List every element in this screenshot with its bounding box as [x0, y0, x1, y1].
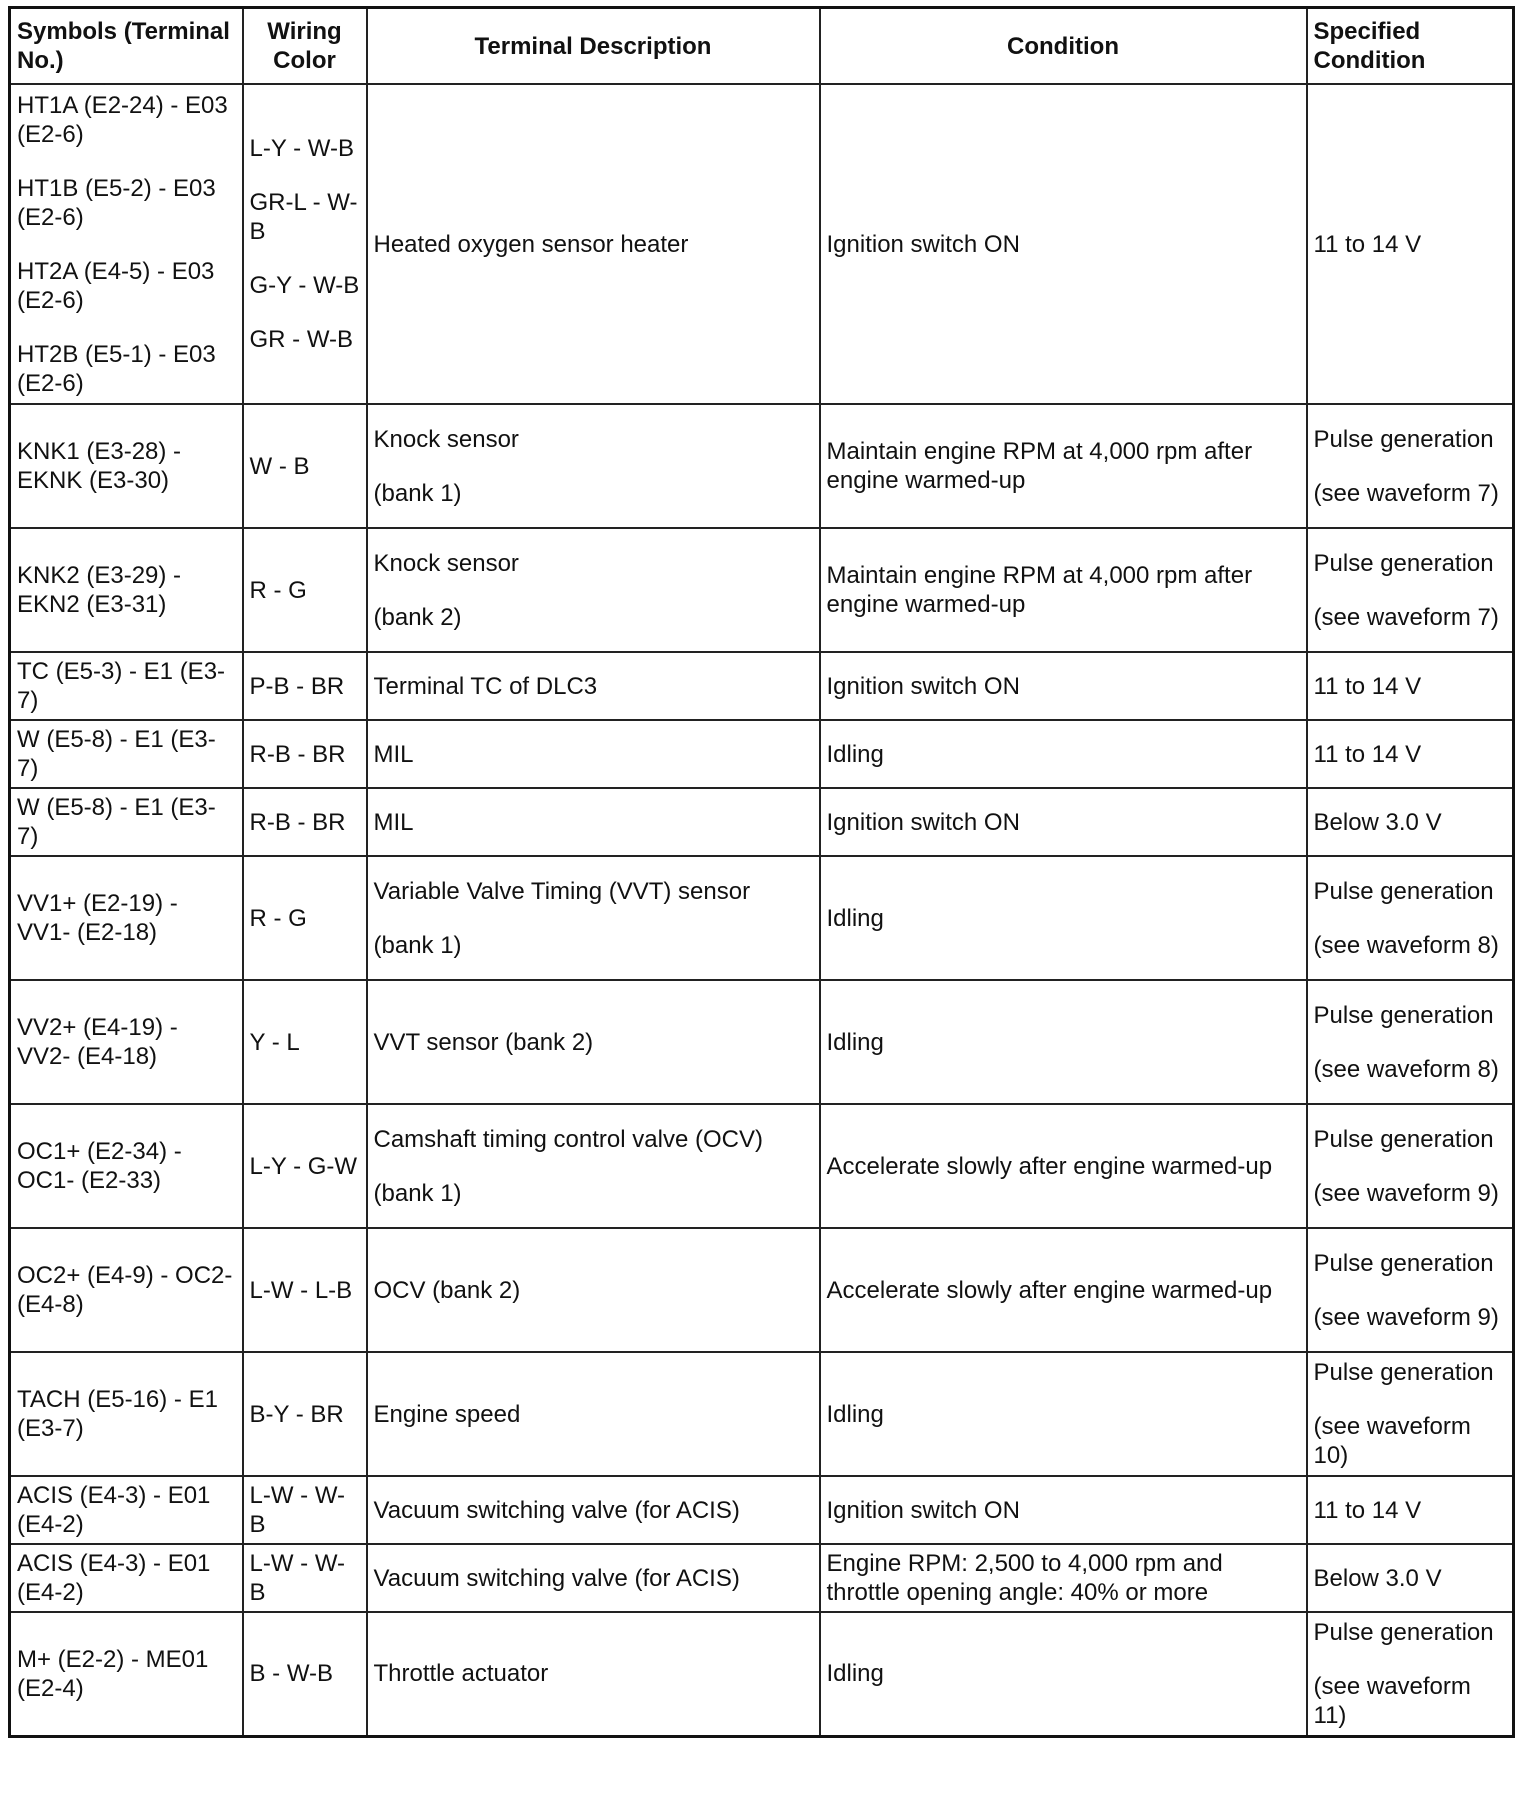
wiring-cell	[243, 1612, 367, 1736]
specified-text: Pulse generation	[1313, 549, 1494, 577]
description-cell	[367, 1228, 820, 1352]
condition-cell	[820, 980, 1307, 1104]
description-text: Throttle actuator	[373, 1660, 549, 1688]
symbol-cell	[10, 1228, 243, 1352]
symbol-cell	[10, 528, 243, 652]
condition-cell	[820, 1612, 1307, 1736]
description-text: (bank 1)	[373, 479, 462, 507]
wiring-cell	[243, 1476, 367, 1544]
description-cell	[367, 788, 820, 856]
specified-cell	[1307, 1104, 1514, 1228]
table-row	[10, 404, 1514, 528]
description-text: Engine speed	[373, 1400, 521, 1428]
symbol-text: VV1+ (E2-19) - VV1- (E2-18)	[17, 890, 178, 946]
wiring-text: B - W-B	[249, 1660, 334, 1688]
wiring-cell	[243, 404, 367, 528]
wiring-cell	[243, 1352, 367, 1476]
symbol-cell	[10, 1612, 243, 1736]
condition-text: Ignition switch ON	[826, 672, 1020, 700]
wiring-entry: L-Y - W-B	[249, 135, 354, 162]
specified-cell	[1307, 720, 1514, 788]
description-text: Vacuum switching valve (for ACIS)	[373, 1496, 740, 1524]
description-text: Knock sensor	[373, 425, 519, 453]
wiring-cell	[243, 84, 367, 404]
condition-cell: Ignition switch ON	[820, 84, 1307, 404]
symbol-entry: HT2A (E4-5) - E03 (E2-6)	[17, 257, 215, 314]
table-row	[10, 788, 1514, 856]
symbol-cell	[10, 404, 243, 528]
wiring-cell	[243, 1228, 367, 1352]
description-text: OCV (bank 2)	[373, 1276, 521, 1304]
condition-text: Engine RPM: 2,500 to 4,000 rpm and throttle opening angle: 40% or more	[826, 1550, 1223, 1606]
description-cell	[367, 528, 820, 652]
specified-text: Pulse generation	[1313, 1249, 1494, 1277]
specified-text: Below 3.0 V	[1313, 808, 1442, 836]
table-row	[10, 1352, 1514, 1476]
wiring-text: R-B - BR	[249, 740, 346, 768]
condition-text: Ignition switch ON	[826, 1496, 1020, 1524]
description-cell	[367, 652, 820, 720]
condition-cell	[820, 788, 1307, 856]
symbol-text: M+ (E2-2) - ME01 (E2-4)	[17, 1645, 209, 1702]
condition-cell	[820, 404, 1307, 528]
specified-cell	[1307, 980, 1514, 1104]
specified-cell	[1307, 1352, 1514, 1476]
description-cell	[367, 404, 820, 528]
specified-text: Pulse generation	[1313, 1618, 1494, 1646]
specified-text: (see waveform 8)	[1313, 931, 1499, 959]
wiring-text: Y - L	[249, 1028, 300, 1056]
symbol-text: ACIS (E4-3) - E01 (E4-2)	[17, 1482, 211, 1538]
header-condition: Condition	[820, 8, 1307, 85]
header-row	[10, 8, 1514, 85]
wiring-text: R - G	[249, 904, 307, 932]
wiring-entry: GR - W-B	[249, 326, 354, 353]
specified-text: Pulse generation	[1313, 1125, 1494, 1153]
table-row	[10, 1544, 1514, 1612]
symbol-entry: HT1A (E2-24) - E03 (E2-6)	[17, 91, 228, 148]
wiring-cell	[243, 652, 367, 720]
wiring-entry: G-Y - W-B	[249, 272, 360, 299]
specified-cell: 11 to 14 V	[1307, 84, 1514, 404]
symbol-cell	[10, 720, 243, 788]
table-row	[10, 720, 1514, 788]
wiring-text: L-Y - G-W	[249, 1152, 358, 1180]
wiring-text: R - G	[249, 576, 307, 604]
wiring-text: L-W - W-B	[249, 1482, 346, 1538]
specified-text: Pulse generation	[1313, 1001, 1494, 1029]
table-row	[10, 84, 1514, 404]
symbol-text: OC2+ (E4-9) - OC2- (E4-8)	[17, 1262, 233, 1318]
condition-text: Ignition switch ON	[826, 808, 1020, 836]
specified-text: (see waveform 8)	[1313, 1055, 1499, 1083]
description-text: Vacuum switching valve (for ACIS)	[373, 1564, 740, 1592]
description-cell	[367, 1476, 820, 1544]
table-row	[10, 1104, 1514, 1228]
wiring-text: B-Y - BR	[249, 1400, 344, 1428]
symbol-text: W (E5-8) - E1 (E3-7)	[17, 794, 216, 850]
wiring-cell	[243, 720, 367, 788]
symbol-cell	[10, 84, 243, 404]
specified-text: Pulse generation	[1313, 1359, 1494, 1386]
condition-cell	[820, 528, 1307, 652]
symbol-text: W (E5-8) - E1 (E3-7)	[17, 726, 216, 782]
description-cell	[367, 720, 820, 788]
specified-text: (see waveform 9)	[1313, 1303, 1499, 1331]
symbol-text: KNK2 (E3-29) - EKN2 (E3-31)	[17, 562, 182, 618]
description-cell	[367, 980, 820, 1104]
specified-text: Pulse generation	[1313, 425, 1494, 453]
rows-body	[10, 404, 1514, 1736]
description-cell	[367, 856, 820, 980]
symbol-cell	[10, 1352, 243, 1476]
table-row	[10, 528, 1514, 652]
table-row	[10, 1612, 1514, 1736]
table-row	[10, 856, 1514, 980]
specified-cell	[1307, 652, 1514, 720]
symbol-cell	[10, 788, 243, 856]
header-description: Terminal Description	[367, 8, 820, 85]
wiring-entry: GR-L - W-B	[249, 189, 358, 245]
symbol-text: TACH (E5-16) - E1 (E3-7)	[17, 1386, 218, 1442]
description-text: Variable Valve Timing (VVT) sensor	[373, 877, 751, 905]
symbol-cell	[10, 652, 243, 720]
symbol-cell	[10, 980, 243, 1104]
description-text: (bank 1)	[373, 1179, 462, 1207]
specified-text: (see waveform 7)	[1313, 603, 1499, 631]
wiring-cell	[243, 528, 367, 652]
specified-text: Below 3.0 V	[1313, 1564, 1442, 1592]
wiring-cell	[243, 1544, 367, 1612]
condition-text: Idling	[826, 1660, 884, 1688]
terminal-table	[8, 6, 1515, 1738]
header-symbols: Symbols (Terminal No.)	[10, 8, 243, 85]
symbol-text: OC1+ (E2-34) - OC1- (E2-33)	[17, 1138, 182, 1194]
specified-cell	[1307, 856, 1514, 980]
description-cell	[367, 1352, 820, 1476]
condition-cell	[820, 1476, 1307, 1544]
description-cell: Heated oxygen sensor heater	[367, 84, 820, 404]
specified-text: (see waveform 9)	[1313, 1179, 1499, 1207]
wiring-cell	[243, 788, 367, 856]
symbol-entry: HT1B (E5-2) - E03 (E2-6)	[17, 174, 216, 231]
specified-text: Pulse generation	[1313, 877, 1494, 905]
condition-cell	[820, 652, 1307, 720]
description-text: Camshaft timing control valve (OCV)	[373, 1125, 763, 1153]
description-cell	[367, 1104, 820, 1228]
condition-text: Maintain engine RPM at 4,000 rpm after engine warmed-up	[826, 438, 1253, 494]
condition-text: Idling	[826, 740, 884, 768]
header-specified: Specified Condition	[1307, 8, 1514, 85]
specified-text: (see waveform 7)	[1313, 479, 1499, 507]
condition-text: Idling	[826, 1028, 884, 1056]
wiring-text: W - B	[249, 452, 310, 480]
description-text: Knock sensor	[373, 549, 519, 577]
condition-cell	[820, 1104, 1307, 1228]
wiring-cell	[243, 856, 367, 980]
description-text: Terminal TC of DLC3	[373, 672, 598, 700]
specified-text: (see waveform 10)	[1313, 1413, 1471, 1469]
specified-text: (see waveform 11)	[1313, 1672, 1471, 1729]
specified-cell	[1307, 1612, 1514, 1736]
wiring-text: L-W - L-B	[249, 1276, 353, 1304]
condition-text: Accelerate slowly after engine warmed-up	[826, 1152, 1273, 1180]
specified-text: 11 to 14 V	[1313, 740, 1422, 768]
condition-cell	[820, 720, 1307, 788]
condition-cell	[820, 856, 1307, 980]
symbol-text: TC (E5-3) - E1 (E3-7)	[17, 658, 226, 714]
wiring-cell	[243, 980, 367, 1104]
condition-text: Maintain engine RPM at 4,000 rpm after engine warmed-up	[826, 562, 1253, 618]
description-text: (bank 1)	[373, 931, 462, 959]
wiring-text: R-B - BR	[249, 808, 346, 836]
specified-text: 11 to 14 V	[1313, 1496, 1422, 1524]
table-row	[10, 652, 1514, 720]
description-text: MIL	[373, 808, 414, 836]
description-cell	[367, 1544, 820, 1612]
condition-text: Idling	[826, 1400, 884, 1428]
specified-cell	[1307, 404, 1514, 528]
wiring-cell	[243, 1104, 367, 1228]
wiring-text: L-W - W-B	[249, 1550, 346, 1606]
symbol-entry: HT2B (E5-1) - E03 (E2-6)	[17, 340, 216, 397]
description-cell	[367, 1612, 820, 1736]
specified-cell	[1307, 1544, 1514, 1612]
condition-cell	[820, 1544, 1307, 1612]
symbol-cell	[10, 1104, 243, 1228]
wiring-text: P-B - BR	[249, 672, 345, 700]
header-wiring: Wiring Color	[243, 8, 367, 85]
symbol-text: VV2+ (E4-19) - VV2- (E4-18)	[17, 1014, 178, 1070]
specified-cell	[1307, 1476, 1514, 1544]
specified-cell	[1307, 788, 1514, 856]
condition-text: Accelerate slowly after engine warmed-up	[826, 1276, 1273, 1304]
symbol-cell	[10, 856, 243, 980]
symbol-cell	[10, 1476, 243, 1544]
condition-cell	[820, 1228, 1307, 1352]
condition-cell	[820, 1352, 1307, 1476]
table-row	[10, 1228, 1514, 1352]
description-text: MIL	[373, 740, 414, 768]
specified-cell	[1307, 528, 1514, 652]
condition-text: Idling	[826, 904, 884, 932]
table-row	[10, 980, 1514, 1104]
symbol-text: KNK1 (E3-28) - EKNK (E3-30)	[17, 438, 182, 494]
specified-cell	[1307, 1228, 1514, 1352]
description-text: (bank 2)	[373, 603, 462, 631]
description-text: VVT sensor (bank 2)	[373, 1028, 594, 1056]
table-row	[10, 1476, 1514, 1544]
symbol-cell	[10, 1544, 243, 1612]
symbol-text: ACIS (E4-3) - E01 (E4-2)	[17, 1550, 211, 1606]
specified-text: 11 to 14 V	[1313, 672, 1422, 700]
